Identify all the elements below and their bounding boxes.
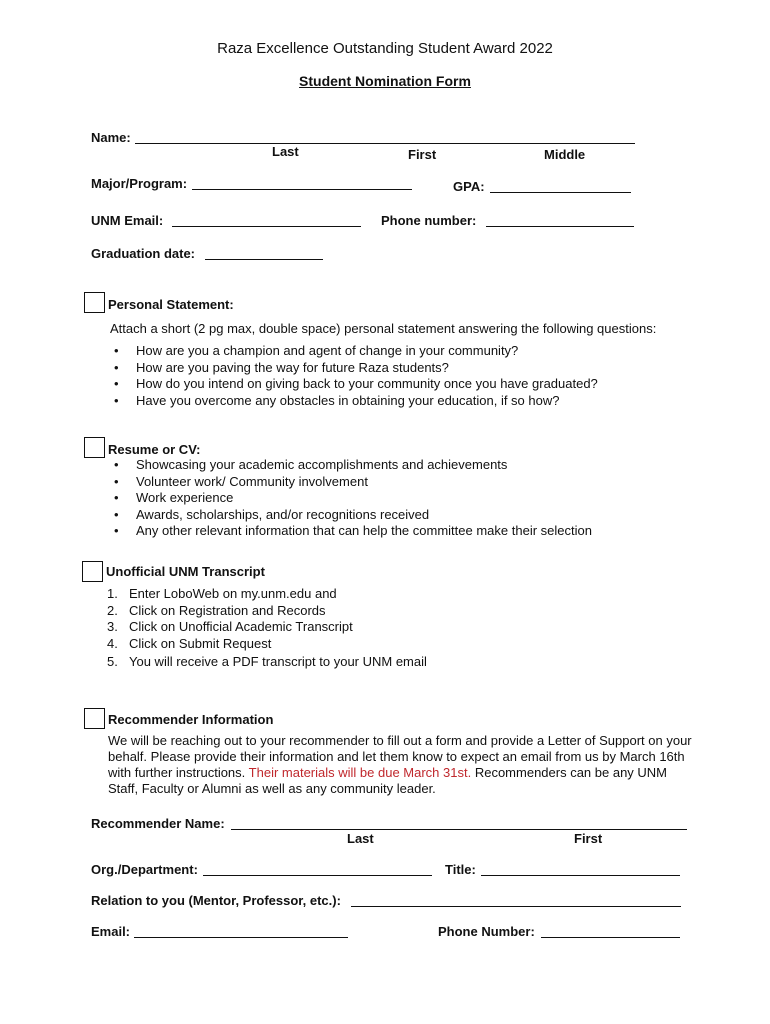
- list-item: [107, 654, 427, 671]
- list-item: [114, 392, 598, 410]
- title-field[interactable]: [481, 875, 680, 876]
- recommender-paragraph-end: Recommenders can be any UNM Staff, Faculty or Alumni as well as any community leader.: [108, 765, 668, 796]
- list-item: [114, 490, 592, 507]
- recommender-email-field[interactable]: [134, 937, 348, 938]
- list-item-text: How are you a champion and agent of change in your community?: [136, 343, 519, 358]
- bullet-icon: •: [114, 506, 119, 522]
- recommender-paragraph: [108, 733, 698, 797]
- list-item-text: How are you paving the way for future Raza students?: [136, 359, 449, 375]
- list-item-text: Awards, scholarships, and/or recognitions received: [136, 506, 430, 522]
- list-item: [107, 602, 427, 620]
- list-item: [114, 359, 598, 377]
- org-label: Org./Department:: [91, 862, 198, 877]
- personal-statement-title: Personal Statement:: [108, 297, 234, 312]
- form-subtitle-text: Student Nomination Form: [299, 73, 471, 89]
- list-item-text: Any other relevant information that can help the committee make their selection: [136, 523, 592, 538]
- personal-statement-checkbox[interactable]: [84, 292, 105, 313]
- first-label: First: [408, 147, 437, 162]
- phone-field[interactable]: [486, 226, 634, 227]
- list-item: [114, 343, 598, 360]
- last-label: Last: [272, 144, 299, 159]
- bullet-icon: •: [114, 473, 119, 489]
- list-item-text: Work experience: [136, 490, 234, 505]
- recommender-phone-label: Phone Number:: [438, 924, 535, 939]
- list-item: [114, 523, 592, 540]
- list-item: [114, 457, 592, 474]
- recommender-checkbox[interactable]: [84, 708, 105, 729]
- resume-list: [114, 457, 592, 540]
- recommender-phone-field[interactable]: [541, 937, 680, 938]
- recommender-last-label: Last: [347, 831, 374, 846]
- bullet-icon: •: [114, 343, 119, 358]
- list-item-text: Click on Registration and Records: [129, 602, 326, 618]
- name-label: Name:: [91, 130, 131, 145]
- form-title: Raza Excellence Outstanding Student Award 2022: [217, 40, 553, 57]
- resume-checkbox[interactable]: [84, 437, 105, 458]
- list-item: [114, 506, 592, 524]
- transcript-checkbox[interactable]: [82, 561, 103, 582]
- form-subtitle: [0, 73, 770, 89]
- resume-title: Resume or CV:: [108, 442, 201, 457]
- step-number: 3.: [107, 619, 118, 634]
- bullet-icon: •: [114, 359, 119, 375]
- transcript-steps: [107, 586, 427, 671]
- recommender-first-label: First: [574, 831, 603, 846]
- bullet-icon: •: [114, 392, 119, 408]
- list-item: [107, 635, 427, 653]
- list-item-text: Volunteer work/ Community involvement: [136, 473, 368, 489]
- step-number: 2.: [107, 602, 118, 618]
- relation-field[interactable]: [351, 906, 681, 907]
- gpa-label: GPA:: [453, 179, 485, 194]
- list-item: [107, 619, 427, 636]
- personal-statement-intro: Attach a short (2 pg max, double space) personal statement answering the following questions:: [110, 321, 657, 336]
- major-label: Major/Program:: [91, 176, 188, 191]
- recommender-title: Recommender Information: [108, 712, 274, 727]
- list-item-text: You will receive a PDF transcript to your UNM email: [129, 654, 427, 669]
- step-number: 5.: [107, 654, 118, 669]
- graduation-field[interactable]: [205, 259, 323, 260]
- list-item: [107, 586, 427, 603]
- graduation-label: Graduation date:: [91, 246, 196, 261]
- recommender-paragraph-start: We will be reaching out to your recommender to fill out a form and provide a Letter of Support on your behalf. Please provide their information and let them know to expect an email from us by March 16th with further instructions.: [108, 733, 692, 780]
- recommender-name-field[interactable]: [231, 829, 687, 830]
- bullet-icon: •: [114, 523, 119, 538]
- bullet-icon: •: [114, 376, 119, 391]
- name-field[interactable]: [135, 143, 635, 144]
- gpa-field[interactable]: [490, 192, 631, 193]
- list-item-text: Click on Unofficial Academic Transcript: [129, 619, 353, 634]
- recommender-name-label: Recommender Name:: [91, 816, 225, 831]
- list-item: [114, 376, 598, 393]
- major-field[interactable]: [192, 189, 412, 190]
- personal-statement-list: [114, 343, 598, 409]
- transcript-title: Unofficial UNM Transcript: [106, 564, 265, 579]
- due-date-notice: Their materials will be due March 31st.: [248, 765, 472, 780]
- bullet-icon: •: [114, 490, 119, 505]
- step-number: 4.: [107, 635, 118, 651]
- list-item-text: Have you overcome any obstacles in obtaining your education, if so how?: [136, 392, 560, 408]
- step-number: 1.: [107, 586, 118, 601]
- list-item-text: Enter LoboWeb on my.unm.edu and: [129, 586, 337, 601]
- recommender-email-label: Email:: [91, 924, 131, 939]
- org-field[interactable]: [203, 875, 432, 876]
- list-item-text: How do you intend on giving back to your community once you have graduated?: [136, 376, 598, 391]
- phone-label: Phone number:: [381, 213, 477, 228]
- list-item: [114, 473, 592, 491]
- list-item-text: Showcasing your academic accomplishments and achievements: [136, 457, 508, 472]
- list-item-text: Click on Submit Request: [129, 635, 272, 651]
- title-label: Title:: [445, 862, 476, 877]
- email-label: UNM Email:: [91, 213, 164, 228]
- relation-label: Relation to you (Mentor, Professor, etc.):: [91, 893, 341, 908]
- bullet-icon: •: [114, 457, 119, 472]
- email-field[interactable]: [172, 226, 361, 227]
- middle-label: Middle: [544, 147, 586, 162]
